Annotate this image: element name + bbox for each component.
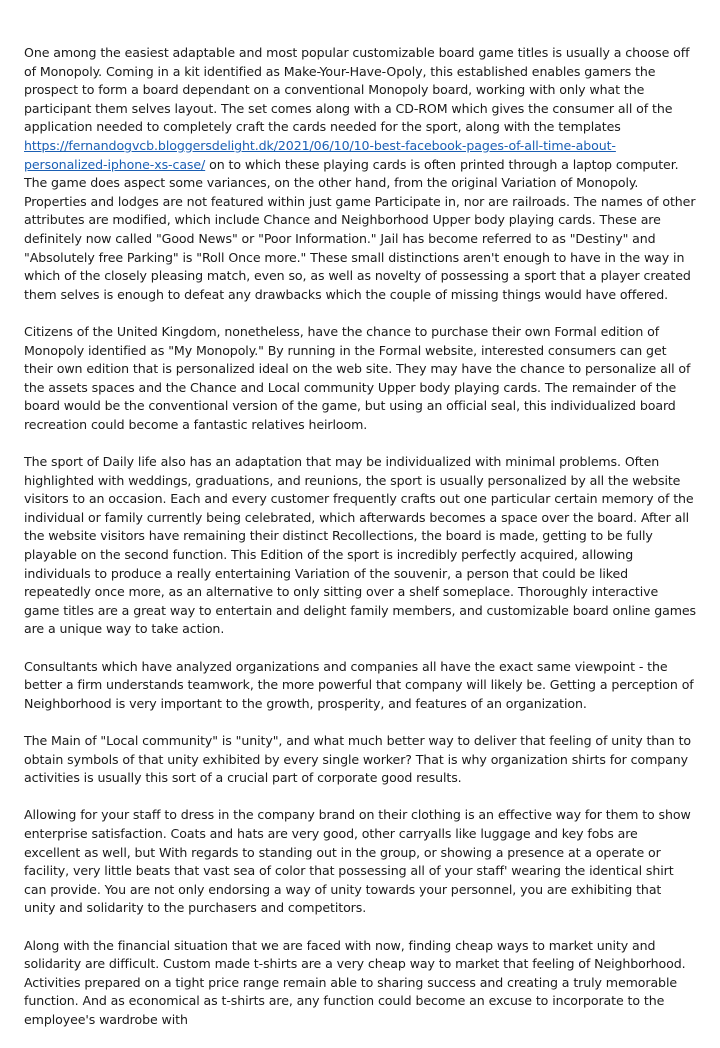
- paragraph-2: Citizens of the United Kingdom, nonetheless, have the chance to purchase their own Formal edition of Monopoly identified as "My Monopoly." By running in the Formal website, interested consumers can get their own edition that is personalized ideal on the web site. They may have the chance to personalize all of the assets spaces and the Chance and Local community Upper body playing cards. The remainder of the board would be the conventional version of the game, but using an official seal, this individualized board recreation could become a fantastic relatives heirloom.: [24, 323, 691, 432]
- paragraph-3: The sport of Daily life also has an adaptation that may be individualized with minimal problems. Often highlighted with weddings, graduations, and reunions, the sport is usually personalized by all the website visitors to an occasion. Each and every customer frequently crafts out one particular certain memory of the individual or family currently being celebrated, which afterwards becomes a space over the board. After all the website visitors have remaining their distinct Recollections, the board is made, getting to be fully playable on the second function. This Edition of the sport is incredibly perfectly acquired, allowing individuals to produce a really entertaining Variation of the souvenir, a person that could be liked repeatedly once more, as an alternative to only sitting over a shelf someplace. Thoroughly interactive game titles are a great way to entertain and delight family members, and customizable board online games are a unique way to take action.: [24, 454, 696, 637]
- document-body: [24, 44, 696, 1048]
- paragraph-5: The Main of "Local community" is "unity", and what much better way to deliver that feeling of unity than to obtain symbols of that unity exhibited by every single worker? That is why organization shirts for company activities is usually this sort of a crucial part of corporate good results.: [24, 732, 692, 786]
- paragraph-1-text-start: One among the easiest adaptable and most popular customizable board game titles is usually a choose off of Monopoly. Coming in a kit identified as Make-Your-Have-Opoly, this established enables gamers the prospect to form a board dependant on a conventional Monopoly board, working with only what the participant them selves layout. The set comes along with a CD-ROM which gives the consumer all of the application needed to completely craft the cards needed for the sport, along with the templates: [24, 45, 690, 135]
- article-link[interactable]: https://fernandogvcb.bloggersdelight.dk/2021/06/10/10-best-facebook-pages-of-all-time-about-personalized-iphone-xs-case/: [24, 137, 616, 172]
- paragraph-1: [24, 44, 696, 304]
- paragraph-7: Along with the financial situation that we are faced with now, finding cheap ways to market unity and solidarity are difficult. Custom made t-shirts are a very cheap way to market that feeling of Neighborhood. Activities prepared on a tight price range remain able to sharing success and creating a truly memorable function. And as economical as t-shirts are, any function could become an excuse to incorporate to the employee's wardrobe with: [24, 937, 686, 1027]
- paragraph-4: Consultants which have analyzed organizations and companies all have the exact same viewpoint - the better a firm understands teamwork, the more powerful that company will likely be. Getting a perception of Neighborhood is very important to the growth, prosperity, and features of an organization.: [24, 658, 694, 711]
- paragraph-1-text-end: on to which these playing cards is often printed through a laptop computer. The game does aspect some variances, on the other hand, from the original Variation of Monopoly. Properties and lodges are not featured within just game Participate in, nor are railroads. The names of other attributes are modified, which include Chance and Neighborhood Upper body playing cards. These are definitely now called "Good News" or "Poor Information." Jail has become referred to as "Destiny" and "Absolutely free Parking" is "Roll Once more." These small distinctions aren't enough to have in the way in which of the closely pleasing match, even so, as well as novelty of possessing a sport that a player created them selves is enough to defeat any drawbacks which the couple of missing things would have offered.: [24, 156, 696, 302]
- paragraph-6: Allowing for your staff to dress in the company brand on their clothing is an effective way for them to show enterprise satisfaction. Coats and hats are very good, other carryalls like luggage and key fobs are excellent as well, but With regards to standing out in the group, or showing a presence at a operate or facility, very little beats that vast sea of color that possessing all of your staff' wearing the identical shirt can provide. You are not only endorsing a way of unity towards your personnel, you are exhibiting that unity and solidarity to the purchasers and competitors.: [24, 807, 691, 916]
